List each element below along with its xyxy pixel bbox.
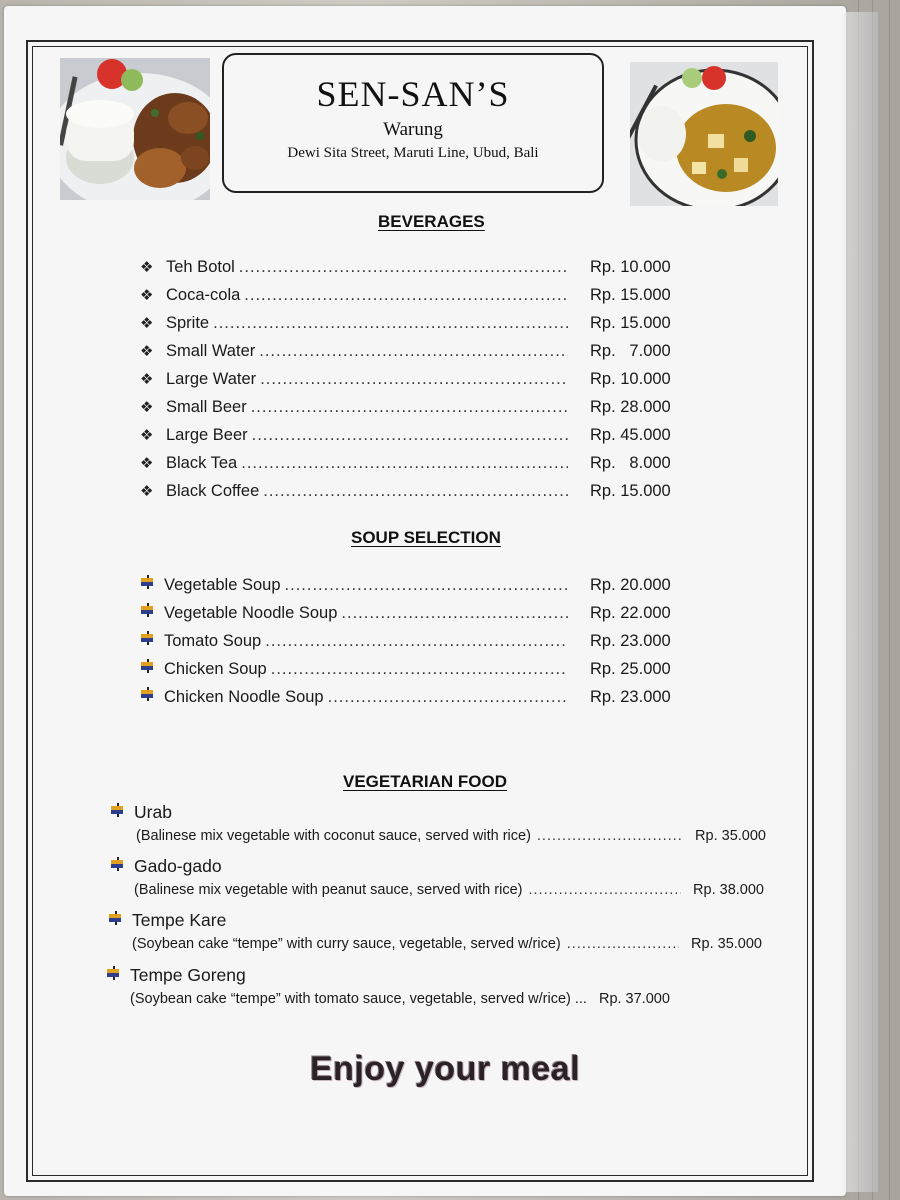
diamond-bullet-icon: ❖ bbox=[140, 399, 154, 416]
flag-bullet-icon bbox=[110, 856, 134, 877]
diamond-bullet-icon: ❖ bbox=[140, 427, 154, 444]
item-price: Rp. 15.000 bbox=[590, 314, 671, 332]
dot-leader bbox=[239, 258, 568, 277]
soup-item bbox=[140, 686, 700, 708]
dot-leader bbox=[271, 660, 568, 679]
soup-item bbox=[140, 602, 700, 624]
beverage-item bbox=[140, 426, 700, 448]
vegetarian-item-description bbox=[134, 882, 764, 898]
dot-leader bbox=[567, 936, 679, 952]
restaurant-address: Dewi Sita Street, Maruti Line, Ubud, Bali bbox=[287, 145, 539, 161]
item-price: Rp. 23.000 bbox=[590, 688, 671, 706]
item-name: Teh Botol bbox=[166, 258, 235, 276]
item-name: Vegetable Noodle Soup bbox=[164, 604, 338, 622]
plastic-sleeve-edge bbox=[842, 12, 878, 1192]
dot-leader bbox=[328, 688, 568, 707]
dot-leader bbox=[528, 882, 681, 898]
soup-item bbox=[140, 630, 700, 652]
item-name: Chicken Soup bbox=[164, 660, 267, 678]
item-price: Rp. 15.000 bbox=[590, 482, 671, 500]
flag-bullet-icon bbox=[140, 574, 164, 595]
item-description: (Soybean cake “tempe” with curry sauce, vegetable, served w/rice) bbox=[132, 936, 561, 952]
vegetarian-item-description bbox=[136, 828, 766, 844]
item-price: Rp. 10.000 bbox=[590, 370, 671, 388]
item-name: Urab bbox=[134, 802, 172, 822]
diamond-bullet-icon: ❖ bbox=[140, 455, 154, 472]
item-name: Gado-gado bbox=[134, 856, 222, 876]
soup-item bbox=[140, 658, 700, 680]
dot-leader bbox=[241, 454, 568, 473]
beverage-item bbox=[140, 482, 700, 504]
diamond-bullet-icon: ❖ bbox=[140, 259, 154, 276]
beverage-item bbox=[140, 258, 700, 280]
item-name: Tempe Kare bbox=[132, 910, 227, 930]
diamond-bullet-icon: ❖ bbox=[140, 315, 154, 332]
beverage-item bbox=[140, 454, 700, 476]
item-name: Vegetable Soup bbox=[164, 576, 281, 594]
beverage-item bbox=[140, 314, 700, 336]
item-name: Small Water bbox=[166, 342, 256, 360]
closing-message: Enjoy your meal bbox=[310, 1050, 581, 1088]
dot-leader bbox=[341, 604, 568, 623]
vegetarian-item-description bbox=[130, 991, 760, 1007]
restaurant-header bbox=[222, 53, 604, 193]
dot-leader bbox=[252, 426, 568, 445]
dot-leader bbox=[244, 286, 568, 305]
flag-bullet-icon bbox=[140, 630, 164, 651]
beverage-item bbox=[140, 342, 700, 364]
flag-bullet-icon bbox=[108, 910, 132, 931]
flag-bullet-icon bbox=[110, 802, 134, 823]
dot-leader bbox=[259, 342, 568, 361]
flag-bullet-icon bbox=[140, 602, 164, 623]
flag-bullet-icon bbox=[106, 965, 130, 986]
vegetarian-item-name bbox=[110, 856, 222, 877]
dot-leader bbox=[260, 370, 568, 389]
item-name: Coca-cola bbox=[166, 286, 241, 304]
item-price: Rp. 15.000 bbox=[590, 286, 671, 304]
diamond-bullet-icon: ❖ bbox=[140, 343, 154, 360]
item-description: (Balinese mix vegetable with coconut sauce, served with rice) bbox=[136, 828, 531, 844]
flag-bullet-icon bbox=[140, 686, 164, 707]
item-price: Rp. 35.000 bbox=[691, 936, 762, 952]
item-name: Tomato Soup bbox=[164, 632, 262, 650]
dot-leader bbox=[265, 632, 568, 651]
item-price: Rp. 8.000 bbox=[590, 454, 671, 472]
beverage-item bbox=[140, 370, 700, 392]
dot-leader bbox=[263, 482, 568, 501]
beverage-item bbox=[140, 398, 700, 420]
diamond-bullet-icon: ❖ bbox=[140, 287, 154, 304]
item-price: Rp. 20.000 bbox=[590, 576, 671, 594]
soup-item bbox=[140, 574, 700, 596]
restaurant-type: Warung bbox=[383, 119, 443, 140]
flag-bullet-icon bbox=[140, 658, 164, 679]
item-name: Tempe Goreng bbox=[130, 965, 246, 985]
dot-leader bbox=[251, 398, 568, 417]
item-price: Rp. 35.000 bbox=[695, 828, 766, 844]
vegetarian-item-name bbox=[106, 965, 246, 986]
item-price: Rp. 28.000 bbox=[590, 398, 671, 416]
beverage-item bbox=[140, 286, 700, 308]
vegetarian-item-name bbox=[110, 802, 172, 823]
item-price: Rp. 25.000 bbox=[590, 660, 671, 678]
item-price: Rp. 7.000 bbox=[590, 342, 671, 360]
item-description: (Soybean cake “tempe” with tomato sauce, vegetable, served w/rice) ... bbox=[130, 991, 587, 1007]
diamond-bullet-icon: ❖ bbox=[140, 371, 154, 388]
dot-leader bbox=[537, 828, 683, 844]
vegetarian-heading: VEGETARIAN FOOD bbox=[343, 772, 508, 791]
item-name: Sprite bbox=[166, 314, 210, 332]
item-name: Large Water bbox=[166, 370, 257, 388]
item-name: Large Beer bbox=[166, 426, 248, 444]
food-photo-rice-curry bbox=[630, 62, 778, 206]
dot-leader bbox=[213, 314, 568, 333]
item-price: Rp. 10.000 bbox=[590, 258, 671, 276]
item-name: Chicken Noodle Soup bbox=[164, 688, 324, 706]
dot-leader bbox=[285, 576, 568, 595]
item-name: Black Tea bbox=[166, 454, 238, 472]
item-price: Rp. 22.000 bbox=[590, 604, 671, 622]
item-price: Rp. 38.000 bbox=[693, 882, 764, 898]
item-price: Rp. 37.000 bbox=[598, 991, 670, 1007]
vegetarian-item-description bbox=[132, 936, 762, 952]
item-name: Black Coffee bbox=[166, 482, 260, 500]
soup-heading: SOUP SELECTION bbox=[351, 528, 501, 547]
item-description: (Balinese mix vegetable with peanut sauce, served with rice) bbox=[134, 882, 523, 898]
item-price: Rp. 45.000 bbox=[590, 426, 671, 444]
item-name: Small Beer bbox=[166, 398, 247, 416]
diamond-bullet-icon: ❖ bbox=[140, 483, 154, 500]
food-photo-rice-chicken bbox=[60, 58, 210, 200]
restaurant-name: SEN-SAN’S bbox=[316, 74, 510, 114]
item-price: Rp. 23.000 bbox=[590, 632, 671, 650]
vegetarian-item-name bbox=[108, 910, 226, 931]
beverages-heading: BEVERAGES bbox=[378, 212, 485, 231]
